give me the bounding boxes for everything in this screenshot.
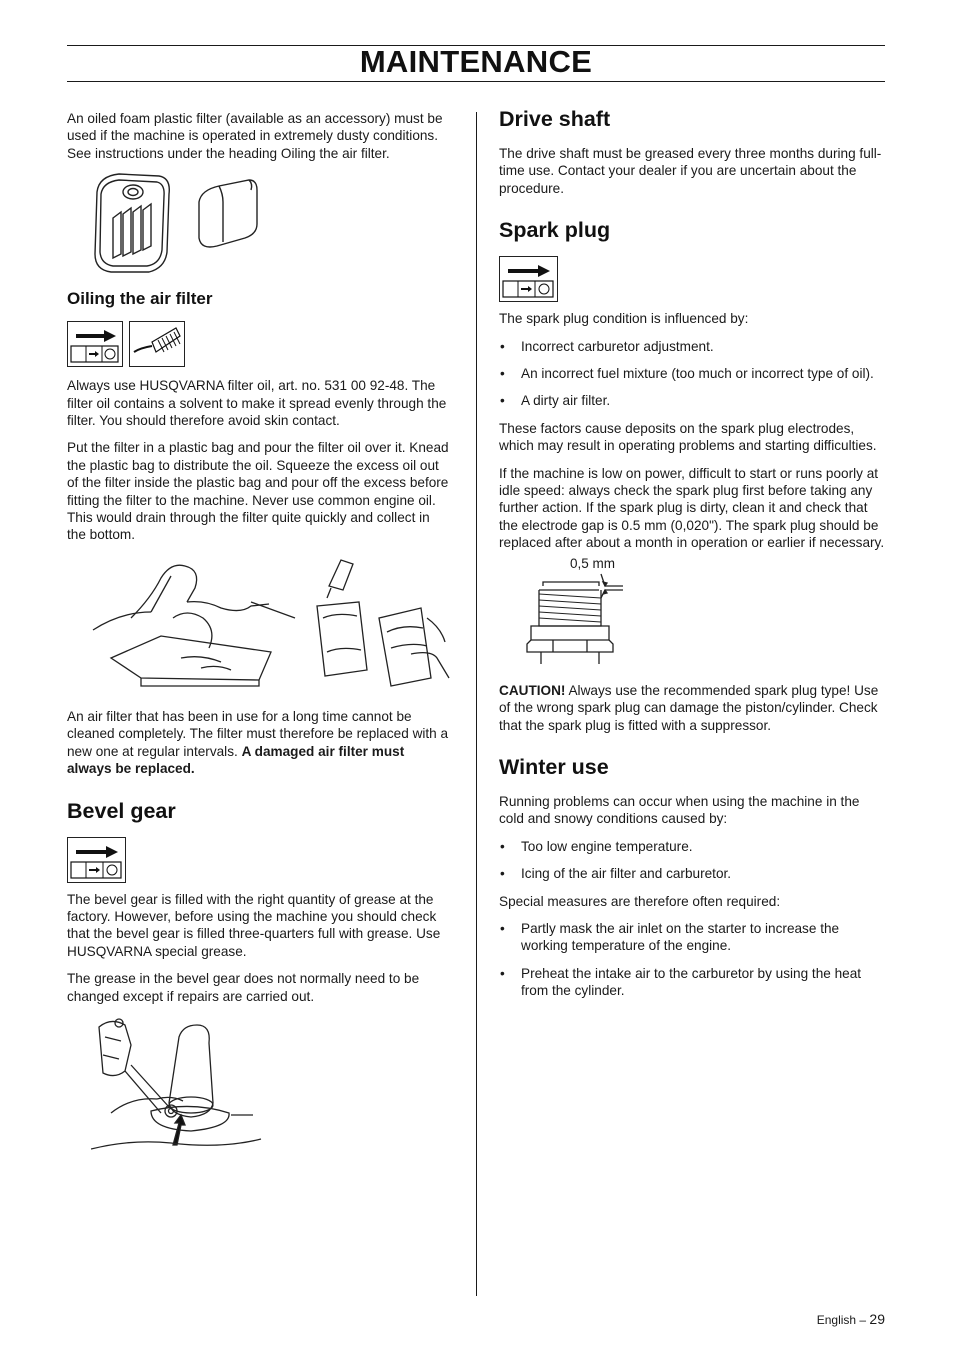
oiling-paragraph-3-bold: A damaged air filter must always be replaced.	[67, 743, 405, 777]
service-arrow-icon	[67, 321, 123, 367]
caution-paragraph	[499, 682, 885, 734]
drive-shaft-paragraph: The drive shaft must be greased every three months during full-time use. Contact your dealer if you are uncertain about the procedure.	[499, 146, 882, 196]
bevel-service-icon	[67, 837, 126, 883]
bevel-paragraph-1: The bevel gear is filled with the right quantity of grease at the factory. However, before using the machine you should check that the bevel gear is filled three-quarters full with grease. Use HUSQVARNA special grease.	[67, 891, 441, 959]
oiling-paragraph-1: Always use HUSQVARNA filter oil, art. no. 531 00 92-48. The filter oil contains a solvent to make it spread evenly through the filter. You should therefore avoid skin contact.	[67, 378, 447, 429]
left-column	[67, 110, 452, 1155]
bevel-gear-heading: Bevel gear	[67, 798, 176, 823]
right-column	[499, 106, 885, 1010]
spark-intro: The spark plug condition is influenced by:	[499, 311, 749, 327]
oiling-service-icons	[67, 321, 452, 367]
spark-factors-list	[499, 338, 885, 410]
oiling-paragraph-3-text: An air filter that has been in use for a long time cannot be cleaned completely. The filter must therefore be replaced with a new one at regular intervals.	[67, 708, 449, 759]
drive-shaft-heading: Drive shaft	[499, 107, 611, 131]
brush-icon	[129, 321, 185, 367]
winter-use-heading: Winter use	[499, 754, 609, 779]
column-divider	[476, 112, 477, 1296]
winter-paragraph-2: Special measures are therefore often required:	[499, 893, 781, 909]
winter-causes-list	[499, 838, 885, 883]
spark-plug-illustration	[523, 556, 663, 666]
winter-measures-list	[499, 920, 885, 1000]
list-item: • An incorrect fuel mixture (too much or incorrect type of oil).	[499, 365, 885, 382]
list-item: • Preheat the intake air to the carburetor by using the heat from the cylinder.	[499, 965, 885, 1000]
footer-language: English	[816, 1313, 857, 1327]
spark-service-icon	[499, 256, 558, 302]
list-item: • Partly mask the air inlet on the starter to increase the working temperature of the engine.	[499, 920, 885, 955]
intro-paragraph: An oiled foam plastic filter (available as an accessory) must be used if the machine is operated in extremely dusty conditions. See instructions under the heading Oiling the air filter.	[67, 111, 443, 161]
oiling-paragraph-2: Put the filter in a plastic bag and pour the filter oil over it. Knead the plastic bag to distribute the oil. Squeeze the excess oil out of the filter inside the plastic bag and pour off the excess before fitting the filter to the machine. Never use common engine oil. This would drain through the filter quite quickly and collect in the bottom.	[67, 440, 449, 543]
air-filter-illustration	[89, 172, 289, 276]
footer-dash: –	[856, 1313, 870, 1327]
spark-plug-heading: Spark plug	[499, 218, 611, 243]
bevel-gear-illustration	[91, 1015, 291, 1155]
page-title: MAINTENANCE	[359, 44, 593, 79]
list-item: • Too low engine temperature.	[499, 838, 885, 855]
winter-paragraph-1: Running problems can occur when using the machine in the cold and snowy conditions caused by:	[499, 793, 860, 827]
caution-label: CAUTION!	[499, 682, 566, 698]
oiling-paragraph-3	[67, 708, 452, 778]
header-bottom-rule	[67, 81, 885, 82]
spark-paragraph-3: If the machine is low on power, difficult to start or runs poorly at idle speed: always check the spark plug first before taking any further action. If the spark plug is dirty, clean it and check that the electrode gap is 0.5 mm (0,020"). The spark plug should be replaced after about a month in operation or earlier if necessary.	[499, 465, 885, 551]
list-item: • Icing of the air filter and carburetor.	[499, 865, 885, 882]
list-item: • A dirty air filter.	[499, 392, 885, 409]
list-item: • Incorrect carburetor adjustment.	[499, 338, 885, 355]
gap-label: 0,5 mm	[570, 555, 616, 571]
bevel-paragraph-2: The grease in the bevel gear does not normally need to be changed except if repairs are carried out.	[67, 971, 420, 1004]
page-footer	[817, 1311, 885, 1327]
oiling-filter-illustration	[91, 558, 451, 692]
spark-paragraph-2: These factors cause deposits on the spark plug electrodes, which may result in operating problems and starting difficulties.	[499, 420, 877, 454]
oiling-heading: Oiling the air filter	[67, 289, 213, 309]
page-number: 29	[869, 1311, 885, 1327]
caution-text: Always use the recommended spark plug type! Use of the wrong spark plug can damage the piston/cylinder. Check that the spark plug is fitted with a suppressor.	[499, 682, 879, 733]
